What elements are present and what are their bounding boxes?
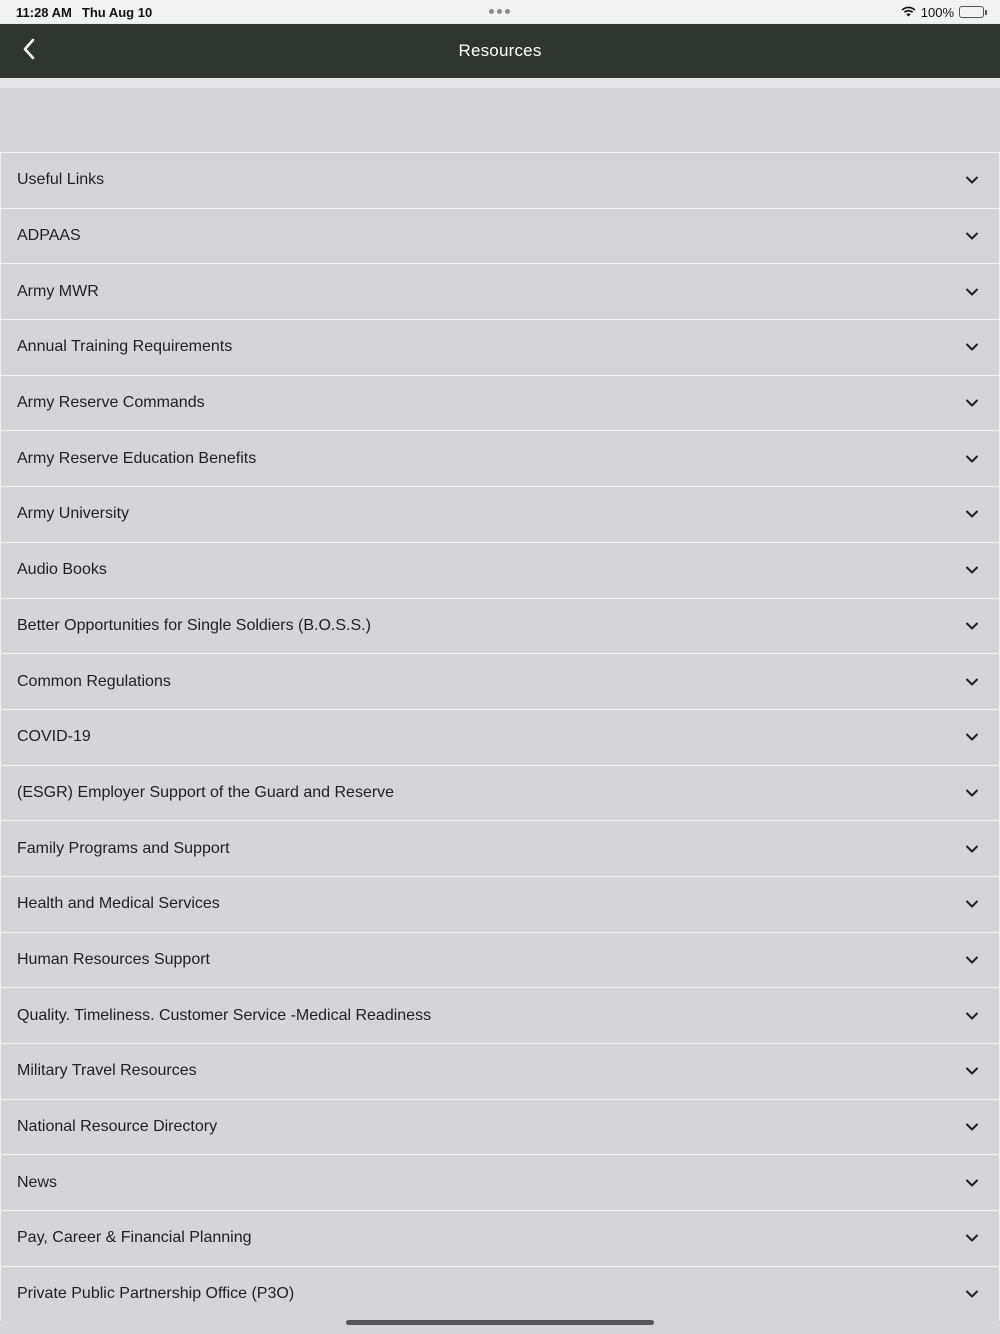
status-time-date — [16, 5, 152, 20]
chevron-down-icon[interactable] — [965, 452, 979, 466]
list-item[interactable] — [0, 542, 1000, 598]
list-item-label: Army MWR — [17, 282, 99, 300]
chevron-down-icon[interactable] — [965, 675, 979, 689]
status-bar — [0, 0, 1000, 24]
chevron-down-icon[interactable] — [965, 563, 979, 577]
list-item-label: COVID-19 — [17, 728, 91, 746]
list-item[interactable] — [0, 765, 1000, 821]
list-item[interactable] — [0, 987, 1000, 1043]
chevron-down-icon[interactable] — [965, 1064, 979, 1078]
list-item[interactable] — [0, 1043, 1000, 1099]
chevron-down-icon[interactable] — [965, 396, 979, 410]
chevron-down-icon[interactable] — [965, 340, 979, 354]
list-item[interactable] — [0, 653, 1000, 709]
list-item[interactable] — [0, 1210, 1000, 1266]
list-item[interactable] — [0, 375, 1000, 431]
list-item-label: Annual Training Requirements — [17, 338, 233, 356]
battery-icon — [959, 6, 984, 18]
list-item[interactable] — [0, 709, 1000, 765]
resources-list — [0, 152, 1000, 1321]
multitasking-dots-icon[interactable] — [489, 9, 510, 14]
navigation-bar — [0, 24, 1000, 78]
home-indicator[interactable] — [346, 1320, 654, 1325]
chevron-down-icon[interactable] — [965, 173, 979, 187]
list-item-label: Pay, Career & Financial Planning — [17, 1229, 252, 1247]
top-spacer — [0, 78, 1000, 153]
list-item[interactable] — [0, 598, 1000, 654]
status-indicators — [901, 5, 984, 20]
list-item-label: News — [17, 1173, 58, 1191]
list-item[interactable] — [0, 208, 1000, 264]
back-button[interactable] — [14, 36, 44, 66]
chevron-down-icon[interactable] — [965, 842, 979, 856]
list-item[interactable] — [0, 876, 1000, 932]
chevron-down-icon[interactable] — [965, 1009, 979, 1023]
list-item[interactable] — [0, 152, 1000, 208]
status-date: Thu Aug 10 — [81, 4, 153, 20]
list-item[interactable] — [0, 263, 1000, 319]
list-item-label: Common Regulations — [17, 672, 171, 690]
list-item-label: Private Public Partnership Office (P3O) — [17, 1285, 295, 1303]
list-item[interactable] — [0, 932, 1000, 988]
list-item-label: ADPAAS — [17, 227, 81, 245]
list-item[interactable] — [0, 820, 1000, 876]
chevron-down-icon[interactable] — [965, 229, 979, 243]
chevron-down-icon[interactable] — [965, 1287, 979, 1301]
list-item[interactable] — [0, 1099, 1000, 1155]
chevron-down-icon[interactable] — [965, 786, 979, 800]
list-item-label: (ESGR) Employer Support of the Guard and Reserve — [17, 783, 395, 801]
wifi-icon — [901, 5, 916, 20]
list-item-label: Army Reserve Commands — [17, 394, 205, 412]
list-item[interactable] — [0, 430, 1000, 486]
list-item-label: Useful Links — [17, 171, 105, 189]
list-item-label: Audio Books — [17, 561, 107, 579]
status-time: 11:28 AM — [16, 4, 72, 20]
list-item-label: Human Resources Support — [17, 950, 210, 968]
chevron-down-icon[interactable] — [965, 1120, 979, 1134]
list-item-label: Military Travel Resources — [17, 1062, 197, 1080]
list-item[interactable] — [0, 1154, 1000, 1210]
list-item[interactable] — [0, 319, 1000, 375]
chevron-down-icon[interactable] — [965, 1231, 979, 1245]
list-item-label: Better Opportunities for Single Soldiers (B.O.S.S.) — [17, 616, 371, 634]
chevron-down-icon[interactable] — [965, 730, 979, 744]
battery-percent: 100% — [920, 4, 954, 20]
page-title: Resources — [458, 41, 542, 60]
list-item[interactable] — [0, 1266, 1000, 1322]
list-item-label: Army University — [17, 505, 130, 523]
list-item-label: Army Reserve Education Benefits — [17, 449, 257, 467]
chevron-left-icon — [22, 38, 36, 65]
chevron-down-icon[interactable] — [965, 1176, 979, 1190]
list-item-label: Health and Medical Services — [17, 895, 220, 913]
list-item-label: Family Programs and Support — [17, 839, 230, 857]
list-item-label: National Resource Directory — [17, 1118, 218, 1136]
chevron-down-icon[interactable] — [965, 619, 979, 633]
chevron-down-icon[interactable] — [965, 897, 979, 911]
chevron-down-icon[interactable] — [965, 953, 979, 967]
list-item[interactable] — [0, 486, 1000, 542]
list-item-label: Quality. Timeliness. Customer Service -Medical Readiness — [17, 1006, 432, 1024]
chevron-down-icon[interactable] — [965, 507, 979, 521]
chevron-down-icon[interactable] — [965, 285, 979, 299]
